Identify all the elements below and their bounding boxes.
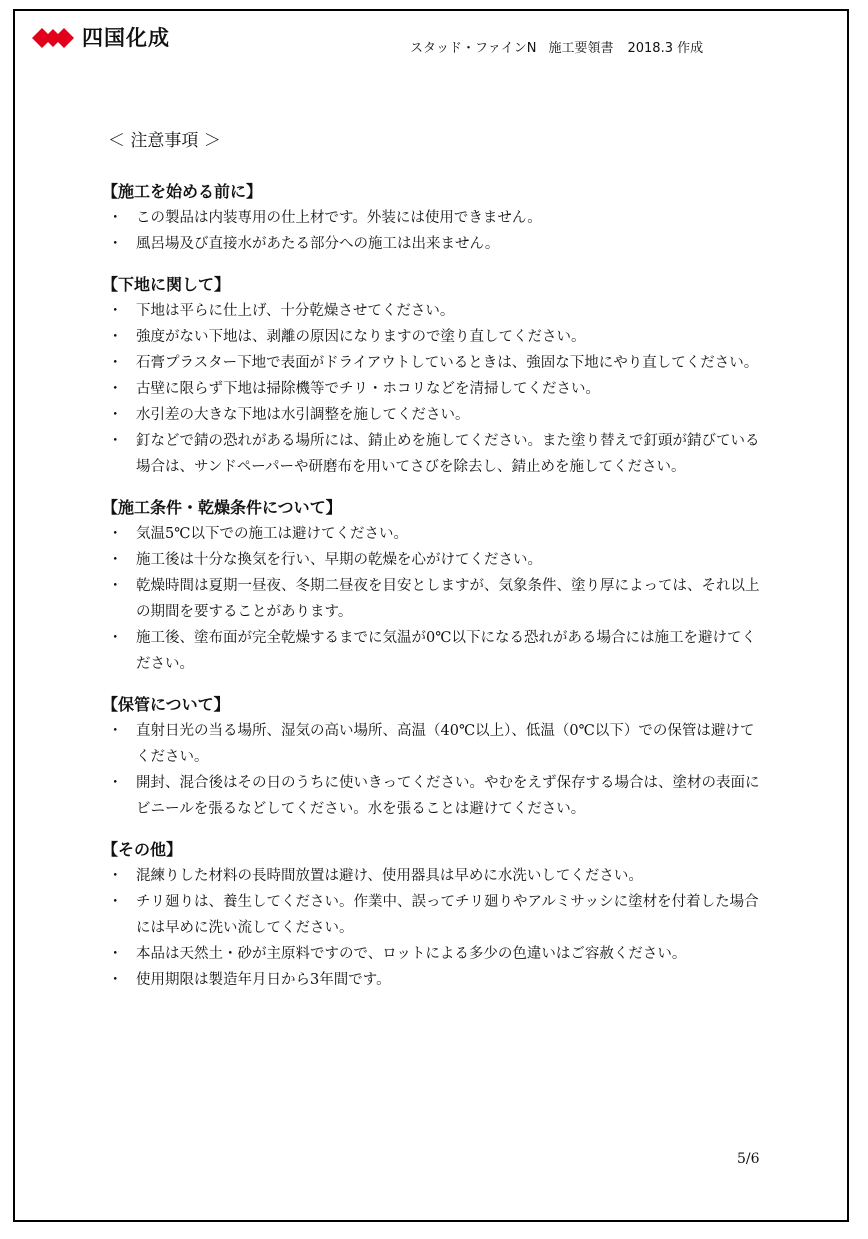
notes-section: [102, 272, 764, 480]
note-text: 水引差の大きな下地は水引調整を施してください。: [136, 407, 470, 423]
bullet: ・: [108, 946, 123, 962]
bullet: ・: [108, 210, 123, 226]
note-text: 強度がない下地は、剥離の原因になりますので塗り直してください。: [136, 329, 586, 345]
bullet: ・: [108, 868, 123, 884]
note-text: 気温5℃以下での施工は避けてください。: [136, 526, 408, 542]
bullet: ・: [108, 552, 123, 568]
note-item: [102, 573, 764, 625]
note-item: [102, 521, 764, 547]
note-text: 乾燥時間は夏期一昼夜、冬期二昼夜を目安としますが、気象条件、塗り厚によっては、それ以上の期間を要することがあります。: [136, 578, 760, 620]
notes-section: [102, 837, 764, 993]
bullet: ・: [108, 407, 123, 423]
note-text: チリ廻りは、養生してください。作業中、誤ってチリ廻りやアルミサッシに塗材を付着した場合には早めに洗い流してください。: [136, 894, 759, 936]
note-text: 施工後、塗布面が完全乾燥するまでに気温が0℃以下になる恐れがある場合には施工を避けてください。: [136, 630, 756, 672]
bullet: ・: [108, 630, 123, 646]
bullet: ・: [108, 526, 123, 542]
section-title: 【その他】: [102, 840, 183, 859]
document-date: 2018.3 作成: [627, 41, 704, 56]
note-item: [102, 770, 764, 822]
document-header: [410, 37, 703, 56]
bullet: ・: [108, 578, 123, 594]
bullet: ・: [108, 972, 123, 988]
note-text: 古壁に限らず下地は掃除機等でチリ・ホコリなどを清掃してください。: [136, 381, 600, 397]
notes-section: [102, 692, 764, 822]
note-item: [102, 625, 764, 677]
note-item: [102, 324, 764, 350]
page-number: 5/6: [737, 1151, 760, 1167]
note-text: この製品は内装専用の仕上材です。外装には使用できません。: [136, 210, 542, 226]
section-title: 【下地に関して】: [102, 275, 231, 294]
bullet: ・: [108, 433, 123, 449]
note-item: [102, 889, 764, 941]
note-item: [102, 231, 764, 257]
page-title: ＜ 注意事項 ＞: [108, 131, 221, 151]
note-text: 風呂場及び直接水があたる部分への施工は出来ません。: [136, 236, 500, 252]
note-item: [102, 205, 764, 231]
bullet: ・: [108, 723, 123, 739]
bullet: ・: [108, 329, 123, 345]
notes-content: [102, 179, 764, 1008]
note-text: 石膏プラスター下地で表面がドライアウトしているときは、強固な下地にやり直してください。: [136, 355, 759, 371]
note-text: 釘などで錆の恐れがある場所には、錆止めを施してください。また塗り替えで釘頭が錆びている場合は、サンドペーパーや研磨布を用いてさびを除去し、錆止めを施してください。: [136, 433, 760, 475]
note-text: 本品は天然土・砂が主原料ですので、ロットによる多少の色違いはご容赦ください。: [136, 946, 687, 962]
note-text: 開封、混合後はその日のうちに使いきってください。やむをえず保存する場合は、塗材の表面にビニールを張るなどしてください。水を張ることは避けてください。: [136, 775, 760, 817]
notes-section: [102, 495, 764, 677]
bullet: ・: [108, 381, 123, 397]
note-text: 混練りした材料の長時間放置は避け、使用器具は早めに水洗いしてください。: [136, 868, 643, 884]
bullet: ・: [108, 303, 123, 319]
bullet: ・: [108, 236, 123, 252]
note-item: [102, 376, 764, 402]
notes-section: [102, 179, 764, 257]
section-title: 【施工条件・乾燥条件について】: [102, 498, 342, 517]
note-item: [102, 941, 764, 967]
bullet: ・: [108, 775, 123, 791]
section-title: 【施工を始める前に】: [102, 182, 263, 201]
note-item: [102, 863, 764, 889]
note-item: [102, 402, 764, 428]
note-text: 下地は平らに仕上げ、十分乾燥させてください。: [136, 303, 455, 319]
note-item: [102, 298, 764, 324]
company-logo: [32, 24, 170, 52]
note-item: [102, 350, 764, 376]
note-item: [102, 547, 764, 573]
product-name: スタッド・ファインN: [410, 41, 537, 56]
note-text: 使用期限は製造年月日から3年間です。: [136, 972, 391, 988]
note-text: 施工後は十分な換気を行い、早期の乾燥を心がけてください。: [136, 552, 542, 568]
logo-text: 四国化成: [82, 25, 170, 50]
bullet: ・: [108, 355, 123, 371]
note-text: 直射日光の当る場所、湿気の高い場所、高温（40℃以上）、低温（0℃以下）での保管は避けてください。: [136, 723, 755, 765]
bullet: ・: [108, 894, 123, 910]
note-item: [102, 967, 764, 993]
note-item: [102, 428, 764, 480]
note-item: [102, 718, 764, 770]
section-title: 【保管について】: [102, 695, 230, 714]
logo-mark-icon: [32, 26, 74, 50]
document-type: 施工要領書: [548, 41, 614, 56]
